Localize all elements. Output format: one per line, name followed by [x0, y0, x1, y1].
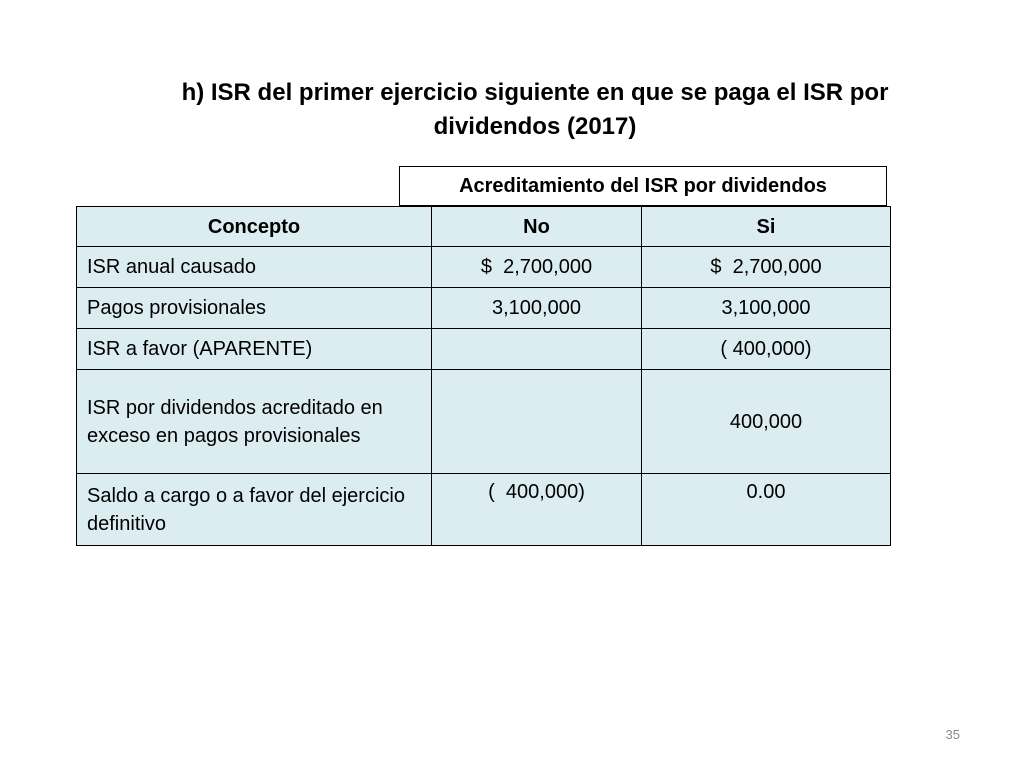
table-row — [77, 329, 891, 370]
si-value-cell: 400,000 — [642, 370, 891, 474]
no-value-cell: 3,100,000 — [432, 288, 642, 329]
concept-cell: Saldo a cargo o a favor del ejercicio definitivo — [77, 474, 432, 546]
no-value-cell — [432, 329, 642, 370]
si-value-cell: ( 400,000) — [642, 329, 891, 370]
si-value-cell: 0.00 — [642, 474, 891, 546]
page-number: 35 — [945, 727, 960, 742]
table-row — [77, 288, 891, 329]
table-row — [77, 247, 891, 288]
concept-cell: Pagos provisionales — [77, 288, 432, 329]
no-value-cell — [432, 370, 642, 474]
column-header-concepto: Concepto — [77, 207, 432, 247]
column-header-si: Si — [642, 207, 891, 247]
slide-title — [60, 76, 1010, 144]
si-value-cell: 3,100,000 — [642, 288, 891, 329]
no-value-cell: $ 2,700,000 — [432, 247, 642, 288]
column-header-no: No — [432, 207, 642, 247]
slide-title-line-1: h) ISR del primer ejercicio siguiente en que se paga el ISR por — [181, 79, 889, 106]
table-group-header: Acreditamiento del ISR por dividendos — [399, 166, 887, 206]
concept-cell: ISR a favor (APARENTE) — [77, 329, 432, 370]
concept-cell: ISR por dividendos acreditado en exceso en pagos provisionales — [77, 370, 432, 474]
no-value-cell: ( 400,000) — [432, 474, 642, 546]
table-row — [77, 370, 891, 474]
isr-table — [76, 206, 891, 546]
table-header-row — [77, 207, 891, 247]
slide-title-line-2: dividendos (2017) — [433, 113, 637, 140]
concept-cell: ISR anual causado — [77, 247, 432, 288]
table-row — [77, 474, 891, 546]
si-value-cell: $ 2,700,000 — [642, 247, 891, 288]
